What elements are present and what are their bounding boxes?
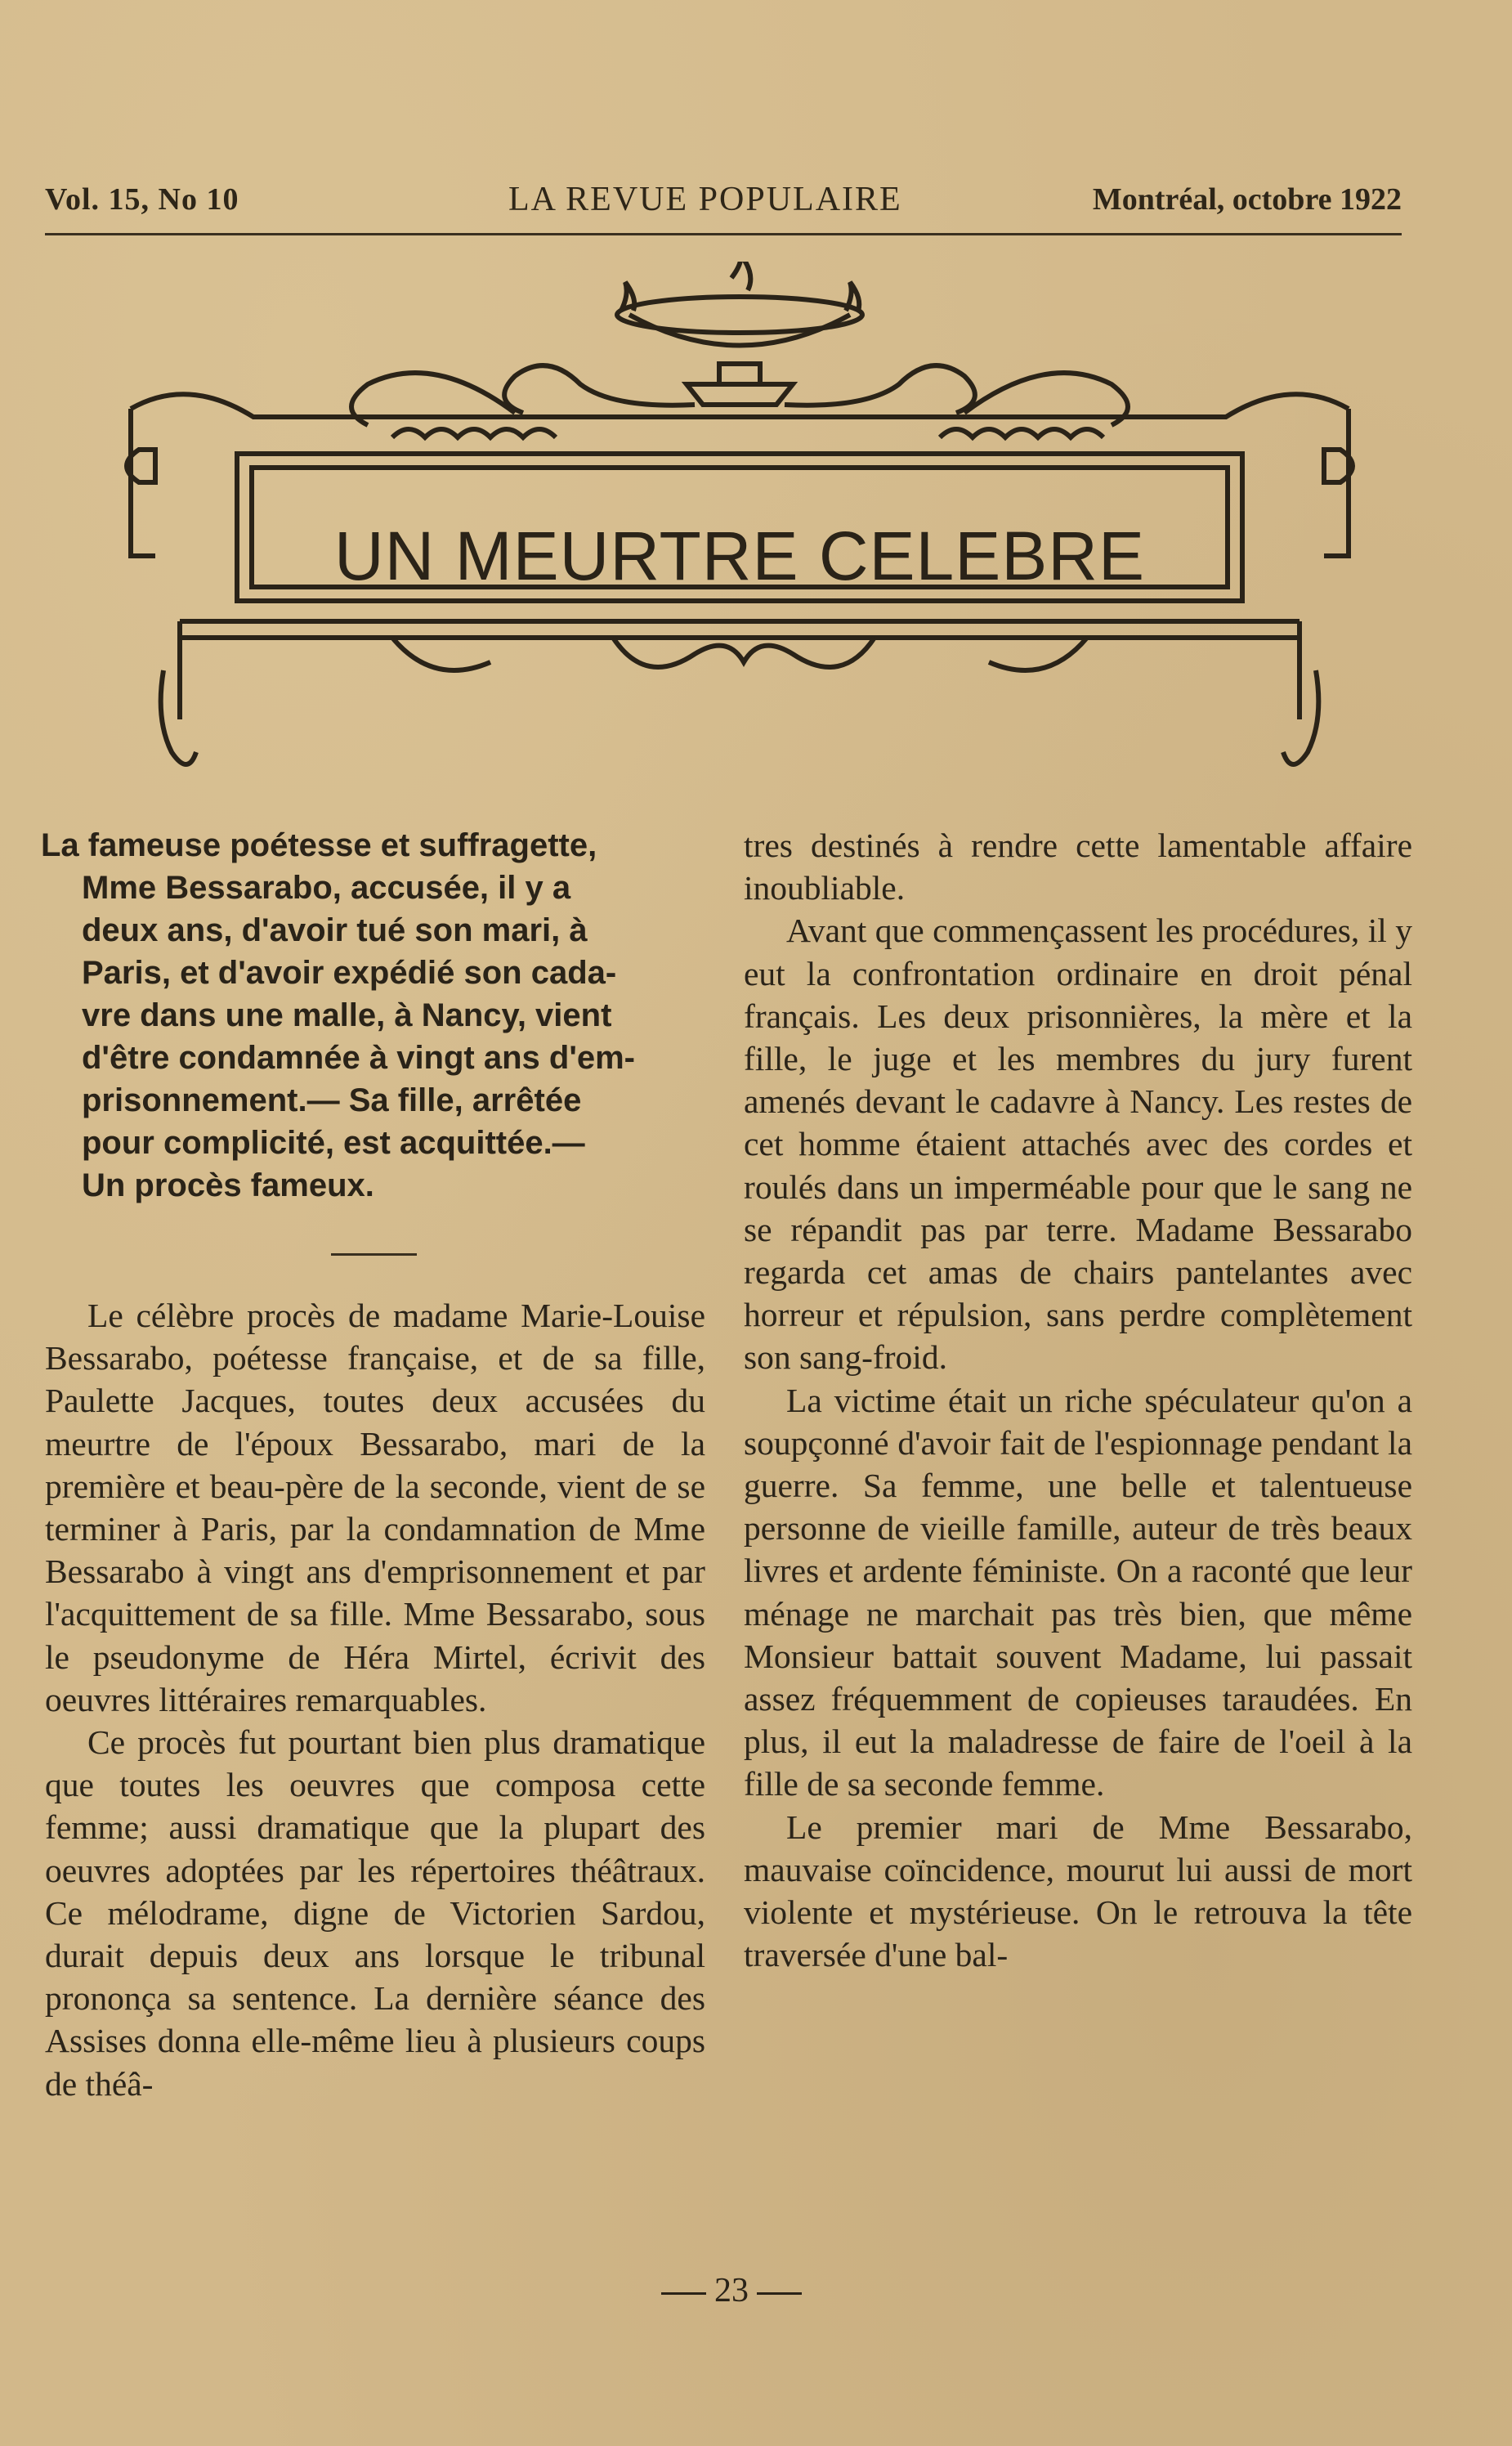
paragraph: Avant que commençassent les procédures, il y eut la confrontation ordinaire en droit pénal français. Les deux prisonnières, la mère et la fille, le juge et les membres du jury furent amenés devant le cadavre à Nancy. Les restes de cet homme étaient attachés avec des cordes et roulés dans un imperméable pour que le sang ne se répandit pas par terre. Madame Bessarabo regarda cet amas de chairs pantelantes avec horreur et répulsion, sans perdre complètement son sang-froid. bbox=[744, 912, 1412, 1377]
lead-line: Paris, et d'avoir expédié son cada- bbox=[82, 955, 617, 991]
lead-line: La fameuse poétesse et suffragette, bbox=[41, 827, 597, 863]
magazine-title: LA REVUE POPULAIRE bbox=[508, 181, 902, 218]
header-rule bbox=[45, 233, 1402, 235]
footer-dash bbox=[757, 2292, 802, 2295]
issue-date: Montréal, octobre 1922 bbox=[1092, 182, 1402, 217]
lead-line: pour complicité, est acquittée.— bbox=[82, 1125, 585, 1161]
page-number: 23 bbox=[714, 2272, 749, 2309]
lead-line: deux ans, d'avoir tué son mari, à bbox=[82, 912, 588, 948]
paragraph: Le célèbre procès de madame Marie-Louise Bessarabo, poétesse française, et de sa fille, Paulette Jacques, toutes deux accusées du meurtre de l'époux Bessarabo, mari de la première et beau-père de la seconde, vient de se terminer à Paris, par la condamnation de Mme Bessarabo à vingt ans d'emprisonnement et par l'acquittement de sa fille. Mme Bessarabo, sous le pseudonyme de Héra Mirtel, écrivit des oeuvres littéraires remarquables. bbox=[45, 1297, 705, 1718]
running-header bbox=[45, 181, 1402, 218]
issue-number: Vol. 15, No 10 bbox=[45, 182, 239, 217]
paragraph: Le premier mari de Mme Bessarabo, mauvaise coïncidence, mourut lui aussi de mort violente et mystérieuse. On le retrouva la tête traversée d'une bal- bbox=[744, 1808, 1412, 1974]
footer-dash bbox=[661, 2292, 706, 2295]
right-column bbox=[744, 824, 1412, 1976]
article-title: UN MEURTRE CELEBRE bbox=[334, 517, 1145, 594]
lead-line: Un procès fameux. bbox=[82, 1167, 374, 1203]
paragraph: Ce procès fut pourtant bien plus dramatique que toutes les oeuvres que composa cette femme; aussi dramatique que la plupart des oeuvres adoptées par les répertoires théâtraux. Ce mélodrame, digne de Victorien Sardou, durait depuis deux ans lorsque le tribunal prononça sa sentence. La dernière séance des Assises donna elle-même lieu à plusieurs coups de théâ- bbox=[45, 1723, 705, 2103]
article-lead bbox=[41, 824, 701, 1207]
section-divider bbox=[331, 1253, 417, 1256]
lead-line: d'être condamnée à vingt ans d'em- bbox=[82, 1040, 635, 1076]
paragraph: tres destinés à rendre cette lamentable affaire inoubliable. bbox=[744, 827, 1412, 907]
lead-line: vre dans une malle, à Nancy, vient bbox=[82, 997, 612, 1033]
page-footer bbox=[642, 2271, 821, 2312]
lead-line: Mme Bessarabo, accusée, il y a bbox=[82, 870, 571, 906]
lead-line: prisonnement.— Sa fille, arrêtée bbox=[82, 1082, 582, 1118]
left-column bbox=[45, 1294, 705, 2105]
paragraph: La victime était un riche spéculateur qu'on a soupçonné d'avoir fait de l'espionnage pendant la guerre. Sa femme, une belle et talentueuse personne de vieille famille, auteur de très beaux livres et ardente féministe. On a raconté que leur ménage ne marchait pas très bien, que même Monsieur battait souvent Madame, lui passait assez fréquemment de copieuses taraudées. En plus, il eut la maladresse de faire de l'oeil à la fille de sa seconde femme. bbox=[744, 1381, 1412, 1803]
